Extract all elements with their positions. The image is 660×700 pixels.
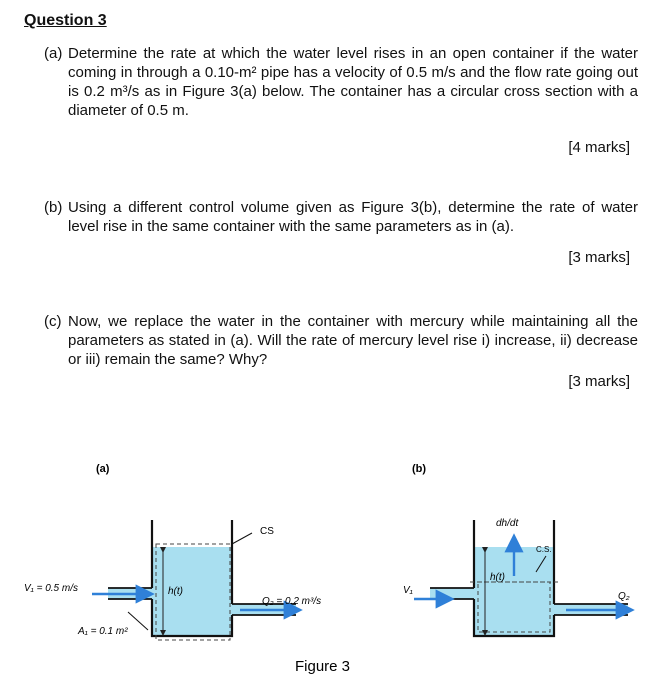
part-c-marks: [3 marks] [568, 373, 630, 390]
panel-a-diagram [92, 520, 298, 640]
panel-b-dhdt-label: dh/dt [496, 518, 519, 529]
part-b-marks: [3 marks] [568, 249, 630, 266]
panel-a-label: (a) [96, 463, 110, 475]
part-c-label: (c) [44, 313, 62, 330]
panel-b-h-label: h(t) [490, 572, 505, 583]
part-b-text: Using a different control volume given as Figure 3(b), determine the rate of water level rise in the same container with the same parameters as in (a). [68, 199, 638, 235]
panel-a-q2-label: Q₂ = 0.2 m³/s [262, 596, 322, 607]
question-title: Question 3 [24, 12, 107, 29]
panel-b-q2-label: Q₂ [618, 591, 630, 602]
panel-a-a1-label: A₁ = 0.1 m² [78, 626, 128, 637]
panel-b-cs-label: C.S. [536, 545, 552, 554]
panel-a-h-label: h(t) [168, 586, 183, 597]
part-a-marks: [4 marks] [568, 139, 630, 156]
part-b-label: (b) [44, 199, 63, 216]
panel-a-cs-label: CS [260, 526, 274, 537]
panel-b-v1-label: V₁ [403, 585, 413, 596]
panel-b-inlet-water [430, 588, 474, 599]
part-a-label: (a) [44, 45, 63, 62]
figure-caption: Figure 3 [295, 658, 351, 675]
panel-b-diagram [414, 520, 630, 636]
panel-b-label: (b) [412, 463, 427, 475]
part-c-text: Now, we replace the water in the container with mercury while maintaining all the parameters as stated in (a). Will the rate of mercury level rise i) increase, ii) decrease or iii) remain the same? Why? [68, 313, 638, 368]
panel-a-water [152, 547, 232, 636]
part-a-text: Determine the rate at which the water level rises in an open container if the water coming in through a 0.10-m² pipe has a velocity of 0.5 m/s and the flow rate going out is 0.2 m³/s as in Figure 3(a) below. The container has a circular cross section with a diameter of 0.5 m. [68, 45, 638, 119]
panel-a-v1-label: V₁ = 0.5 m/s [24, 583, 79, 594]
